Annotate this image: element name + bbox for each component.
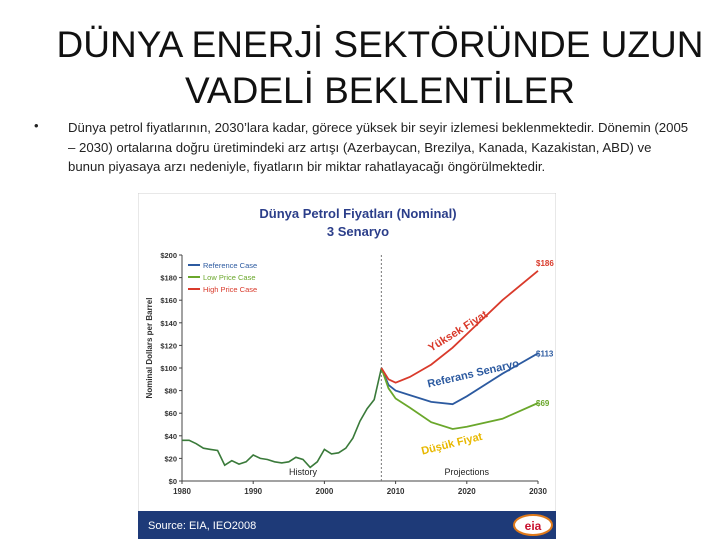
annotation-reference: Referans Senaryo	[426, 357, 521, 391]
x-tick-label: 1980	[173, 487, 191, 496]
chart-title: Dünya Petrol Fiyatları (Nominal)	[259, 206, 457, 221]
end-value-label: $69	[536, 399, 550, 409]
end-value-label: $113	[536, 349, 554, 359]
x-tick-label: 1990	[244, 487, 263, 496]
y-tick-label: $200	[160, 251, 177, 260]
y-tick-label: $120	[160, 341, 177, 351]
annotation-high-price: Yüksek Fiyat	[426, 308, 490, 355]
y-axis-label: Nominal Dollars per Barrel	[145, 297, 154, 399]
y-tick-label: $0	[168, 477, 177, 486]
legend-label-low-price-case: Low Price Case	[203, 273, 256, 282]
y-tick-label: $160	[160, 296, 177, 306]
x-tick-label: 2020	[457, 487, 476, 496]
y-tick-label: $180	[160, 273, 177, 283]
source-label: Source: EIA, IEO2008	[148, 520, 257, 532]
y-tick-label: $40	[164, 431, 177, 441]
y-tick-label: $100	[160, 364, 177, 373]
x-tick-label: 2000	[315, 487, 334, 496]
slide-title-line2: VADELİ BEKLENTİLER	[184, 70, 576, 111]
annotation-low-price: Düşük Fiyat	[420, 430, 484, 458]
bullet-paragraph: Dünya petrol fiyatlarının, 2030’lara kadar, görece yüksek bir seyir izlemesi beklenmektedir. Dönemin (2005 – 2030) ortalarına doğru üretimindeki arz artışı (Azerbaycan, Brezilya, Kanada, Kazakistan, ABD) ve bunun piyasaya arzı nedeniyle, fiyatların bir miktar rahatlayacağı öngörülmektedir.	[68, 120, 689, 174]
bullet-icon: •	[34, 118, 39, 133]
slide-title-line1: DÜNYA ENERJİ SEKTÖRÜNDE UZUN	[56, 24, 704, 65]
y-tick-label: $140	[160, 318, 177, 328]
y-tick-label: $20	[164, 454, 177, 464]
y-tick-label: $80	[164, 386, 177, 396]
oil-price-chart	[138, 193, 556, 539]
x-tick-label: 2030	[529, 487, 547, 496]
legend-label-reference-case: Reference Case	[203, 261, 258, 270]
chart-subtitle: 3 Senaryo	[326, 224, 390, 239]
y-tick-label: $60	[164, 409, 177, 419]
end-value-label: $186	[536, 258, 554, 268]
slide-title	[40, 22, 720, 114]
region-label-history: History	[289, 467, 318, 477]
region-label-projections: Projections	[444, 467, 490, 477]
x-tick-label: 2010	[386, 487, 405, 496]
eia-logo	[514, 515, 552, 535]
legend-label-high-price-case: High Price Case	[203, 285, 258, 294]
eia-logo-text: eia	[524, 519, 542, 533]
